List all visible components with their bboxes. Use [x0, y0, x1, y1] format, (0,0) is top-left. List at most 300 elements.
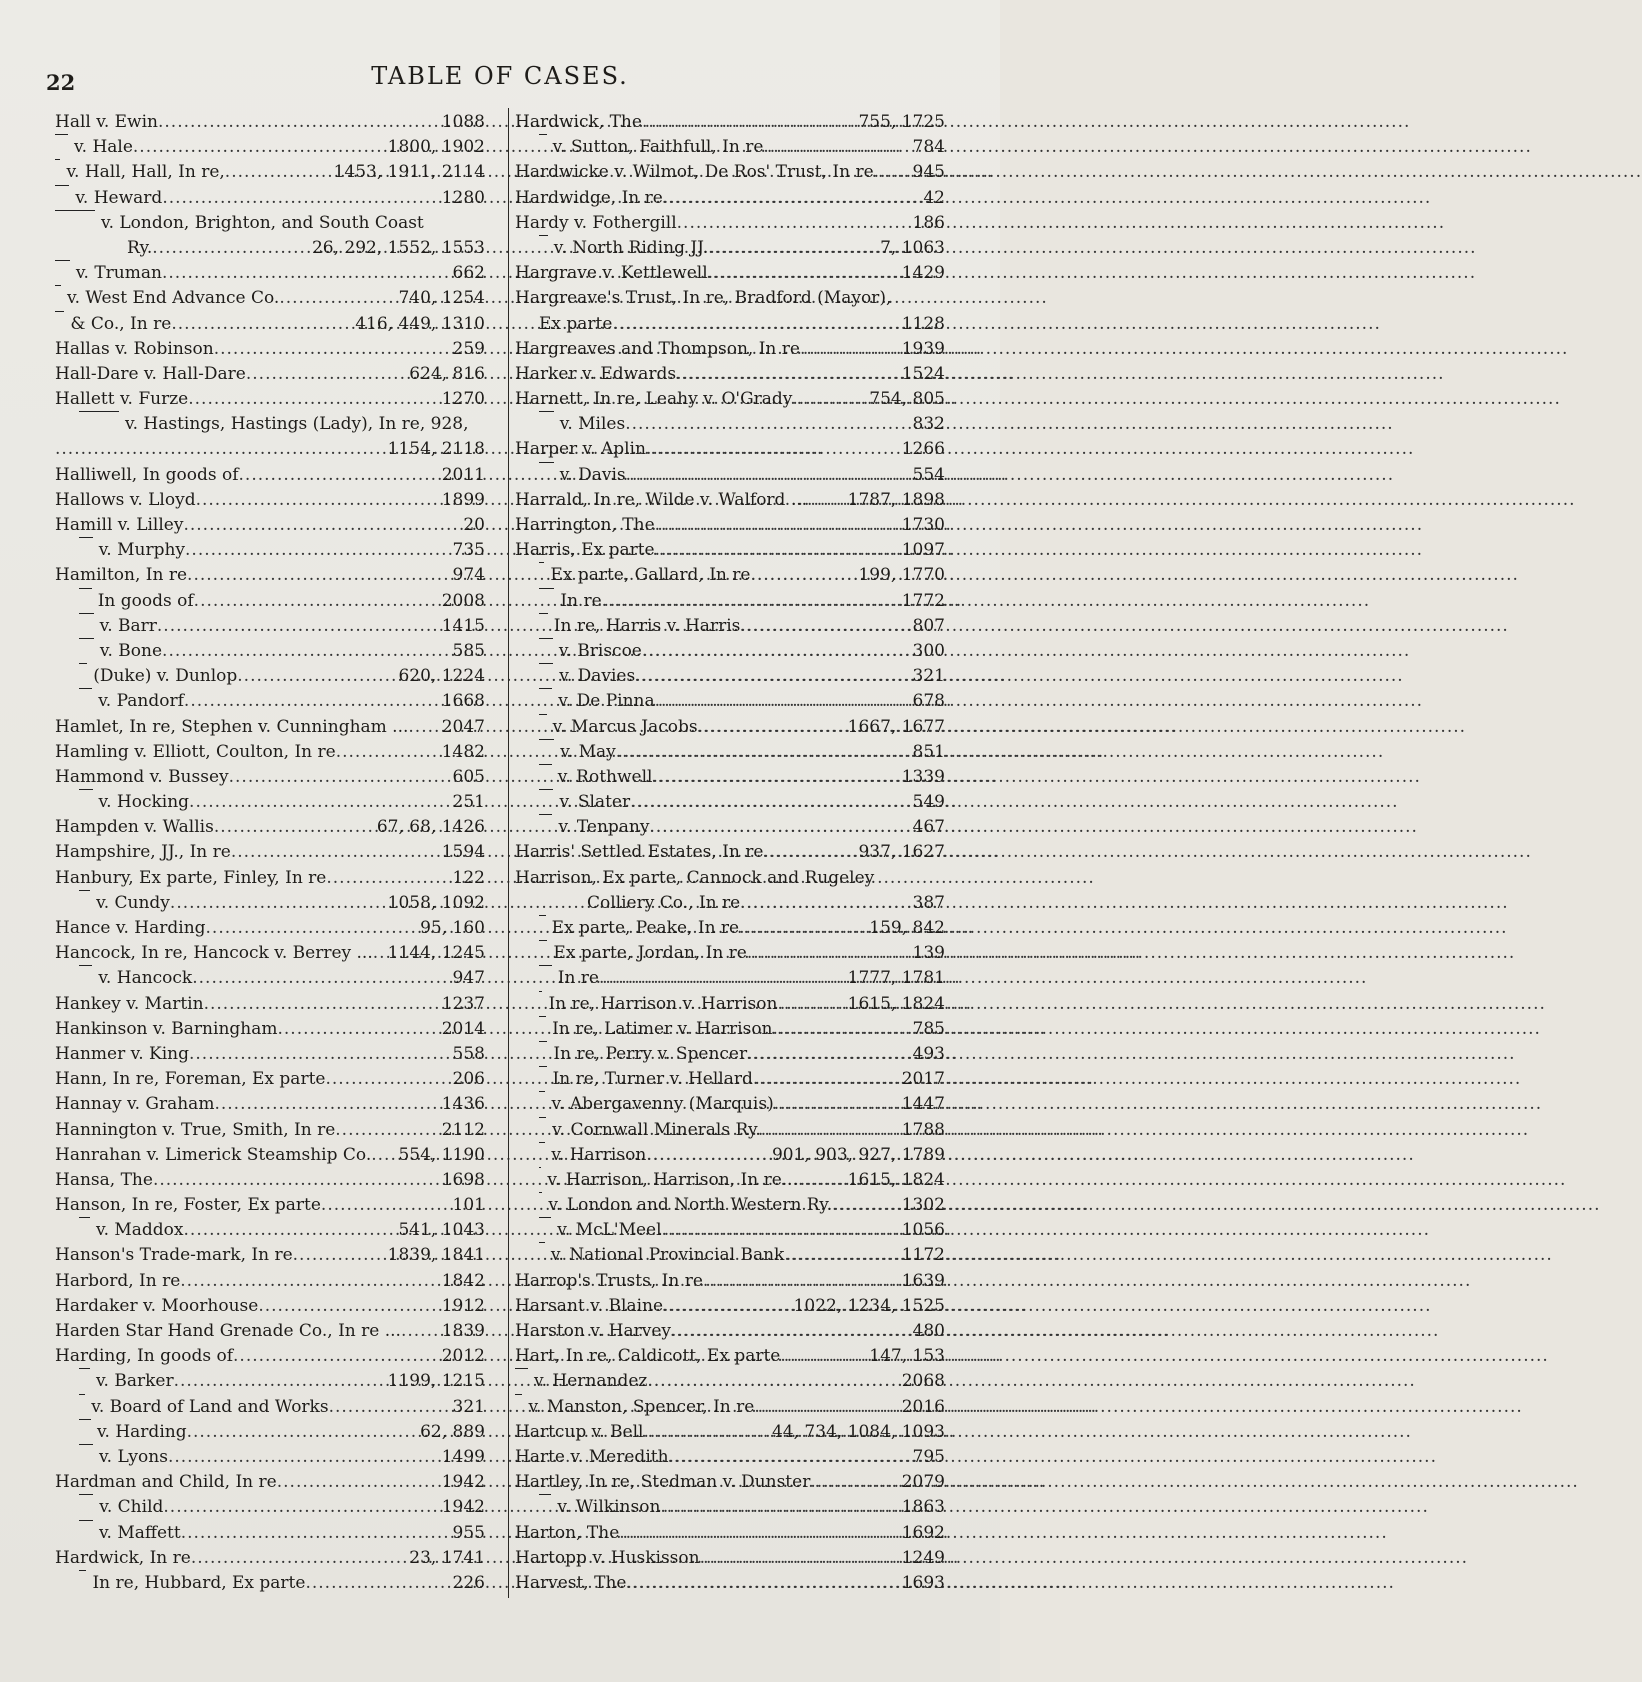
ditto-dash	[539, 1192, 542, 1217]
page-references: 206	[452, 1069, 485, 1090]
page-references: 62, 889	[420, 1421, 485, 1442]
dot-leader	[326, 866, 448, 891]
page-references: 1730	[901, 515, 945, 535]
page-references: 937, 1627	[858, 842, 945, 863]
index-entry	[55, 186, 485, 211]
page-references: 784	[912, 137, 945, 158]
dot-leader	[602, 589, 898, 614]
page-references: 785	[912, 1018, 945, 1039]
dot-leader	[630, 790, 908, 815]
dot-leader	[773, 1017, 909, 1042]
case-name: Hankinson v. Barningham	[55, 1018, 278, 1039]
case-name: Hartley, In re, Stedman v. Dunster	[515, 1472, 811, 1493]
case-name: Hamling v. Elliott, Coulton, In re	[55, 741, 336, 762]
index-entry	[55, 1092, 485, 1117]
dot-leader	[761, 1118, 898, 1143]
dot-leader	[229, 765, 449, 790]
index-entry	[55, 790, 485, 815]
index-entry	[515, 966, 945, 991]
ditto-dash	[55, 285, 61, 310]
index-entry	[515, 715, 945, 740]
page-references: 1429	[901, 263, 945, 284]
dot-leader	[753, 1067, 898, 1092]
case-name: In re, Hubbard, Ex parte	[92, 1572, 306, 1593]
case-name: Hansa, The	[55, 1169, 153, 1190]
case-name: Hargrave v. Kettlewell	[515, 263, 708, 284]
page-references: 416, 449, 1310	[355, 313, 485, 334]
dot-leader	[652, 765, 897, 790]
case-name: v. May	[560, 741, 616, 762]
index-entry	[55, 488, 485, 513]
case-name: Hardwidge, In re	[515, 187, 663, 208]
index-entry	[55, 463, 485, 488]
dot-leader	[184, 689, 438, 714]
case-name: Hamilton, In re	[55, 565, 188, 586]
index-entry	[55, 589, 485, 614]
dot-leader	[784, 1243, 897, 1268]
index-entry	[515, 1269, 945, 1294]
ditto-dash	[539, 1494, 551, 1519]
index-entry	[515, 412, 945, 437]
dot-leader	[214, 815, 373, 840]
case-name: v. Wilkinson	[557, 1497, 661, 1518]
index-entry	[515, 261, 945, 286]
page-references: 1787, 1898	[847, 489, 945, 510]
case-name: Hanmer v. King	[55, 1043, 189, 1064]
index-entry	[55, 261, 485, 286]
page-references: 1154, 2118	[387, 439, 485, 460]
dot-leader	[763, 840, 854, 865]
page-references: 1249	[901, 1547, 945, 1568]
index-entry	[515, 639, 945, 664]
case-name: Hardwick, The	[515, 112, 642, 132]
index-entry	[55, 1042, 485, 1067]
case-name: v. Lyons	[99, 1446, 168, 1467]
dot-leader	[747, 1042, 908, 1067]
index-entry	[515, 337, 945, 362]
case-name: v. Barr	[99, 615, 157, 636]
index-entry	[55, 866, 485, 891]
case-name: v. Briscoe	[558, 640, 642, 661]
ditto-dash	[539, 915, 546, 940]
case-name: Hampden v. Wallis	[55, 817, 214, 838]
dot-leader	[401, 1319, 438, 1344]
dot-leader	[188, 387, 437, 412]
index-entry	[55, 664, 485, 689]
ditto-dash	[55, 134, 68, 159]
page-references: 2079	[901, 1472, 945, 1493]
case-name: (Duke) v. Dunlop	[93, 666, 238, 687]
case-name: v. Bone	[99, 640, 163, 661]
case-name: Harding, In goods of	[55, 1346, 234, 1367]
case-name: Ex parte	[539, 313, 613, 334]
index-entry	[55, 966, 485, 991]
ditto-dash	[79, 1217, 90, 1242]
page-references: 1339	[901, 766, 945, 787]
case-name: In re, Harrison v. Harrison	[548, 993, 778, 1014]
dot-leader	[646, 1143, 768, 1168]
case-name: Hamlet, In re, Stephen v. Cunningham ...	[55, 716, 409, 737]
index-entry	[515, 689, 945, 714]
dot-leader	[708, 236, 876, 261]
page-references: 549	[912, 792, 945, 813]
ditto-dash	[539, 562, 544, 587]
dot-leader	[192, 966, 448, 991]
page-references: 321	[452, 1396, 485, 1417]
page-references: 755, 1725	[858, 112, 945, 132]
index-entry	[55, 538, 485, 563]
page-references: 1436	[441, 1094, 485, 1115]
case-name: v. Harding	[96, 1421, 187, 1442]
dot-leader	[152, 236, 308, 261]
index-entry	[515, 1344, 945, 1369]
dot-leader	[750, 563, 854, 588]
column-divider	[508, 108, 509, 1598]
case-name: Hardaker v. Moorhouse	[55, 1295, 259, 1316]
case-name: v. Tenpany	[558, 817, 650, 838]
case-name: Hann, In re, Foreman, Ex parte	[55, 1069, 326, 1090]
dot-leader	[626, 1571, 897, 1596]
dot-leader	[214, 337, 449, 362]
case-name: Halliwell, In goods of	[55, 464, 239, 485]
index-entry	[515, 664, 945, 689]
index-entry	[55, 362, 485, 387]
page-references: 1772	[901, 590, 945, 611]
index-entry	[55, 563, 485, 588]
dot-leader	[277, 1017, 437, 1042]
dot-leader	[671, 1319, 909, 1344]
ditto-dash	[55, 260, 70, 285]
dot-leader	[168, 1445, 438, 1470]
ditto-dash	[539, 638, 553, 663]
ditto-dash	[539, 1016, 546, 1041]
page-references: 1899	[441, 489, 485, 510]
index-entry	[515, 1445, 945, 1470]
index-entry	[55, 412, 485, 437]
dot-leader	[204, 992, 438, 1017]
index-entry	[515, 1571, 945, 1596]
ditto-dash	[79, 1570, 86, 1595]
page-references: 147, 153	[869, 1346, 945, 1367]
index-entry	[515, 1243, 945, 1268]
index-entry	[515, 211, 945, 236]
case-name: Hammond v. Bussey	[55, 766, 229, 787]
dot-leader	[625, 412, 908, 437]
ditto-dash	[79, 789, 93, 814]
index-entry	[515, 1395, 945, 1420]
page-references: 554	[912, 464, 945, 485]
index-entry	[55, 1344, 485, 1369]
case-name: Hannington v. True, Smith, In re	[55, 1119, 336, 1140]
dot-leader	[698, 715, 844, 740]
dot-leader	[677, 211, 909, 236]
index-entry	[55, 941, 485, 966]
index-entry	[55, 1571, 485, 1596]
dot-leader	[184, 1218, 395, 1243]
page-references: 955	[452, 1522, 485, 1543]
case-name: Harnett, In re, Leahy v. O'Grady	[515, 389, 793, 410]
case-name: Hanbury, Ex parte, Finley, In re	[55, 867, 327, 888]
case-name: Hallas v. Robinson	[55, 338, 214, 359]
page-references: 662	[452, 263, 485, 284]
dot-leader	[807, 488, 844, 513]
dot-leader	[163, 1495, 437, 1520]
ditto-dash	[539, 462, 554, 487]
page-references: 795	[912, 1446, 945, 1467]
case-name: Harden Star Hand Grenade Co., In re ...	[55, 1321, 401, 1341]
index-entry	[55, 1470, 485, 1495]
index-entry	[55, 1193, 485, 1218]
index-entry	[55, 337, 485, 362]
case-name: Hallett v. Furze	[55, 389, 189, 410]
index-entry	[515, 135, 945, 160]
index-entry	[515, 1218, 945, 1243]
dot-leader	[206, 916, 417, 941]
case-name: Hanson's Trade-mark, In re	[55, 1245, 293, 1266]
index-entry	[55, 1521, 485, 1546]
page-references: 1842	[441, 1270, 485, 1291]
dot-leader	[181, 1521, 449, 1546]
page-title: TABLE OF CASES.	[371, 62, 629, 90]
ditto-dash	[55, 210, 95, 235]
index-entry	[55, 639, 485, 664]
case-name: v. Murphy	[98, 540, 186, 561]
ditto-dash	[539, 134, 547, 159]
page-references: 1668	[441, 691, 485, 712]
dot-leader	[187, 1420, 417, 1445]
page-references: 1863	[901, 1497, 945, 1518]
index-entry	[515, 387, 945, 412]
index-entry	[55, 1294, 485, 1319]
case-name: Ex parte, Peake, In re	[551, 918, 740, 938]
case-name: v. Davis	[559, 464, 626, 485]
dot-leader	[277, 1470, 438, 1495]
ditto-dash	[515, 1394, 522, 1419]
dot-leader	[373, 941, 384, 966]
dot-leader	[800, 337, 898, 362]
index-entry	[55, 1143, 485, 1168]
index-entry	[55, 815, 485, 840]
page-references: 199, 1770	[858, 565, 945, 586]
ditto-dash	[79, 688, 92, 713]
index-entry	[515, 992, 945, 1017]
index-entry	[515, 160, 945, 185]
index-entry	[515, 362, 945, 387]
case-name: Harsant v. Blaine	[515, 1295, 664, 1316]
dot-leader	[763, 135, 908, 160]
case-name: Hanson, In re, Foster, Ex parte	[55, 1195, 321, 1216]
dot-leader	[619, 1521, 897, 1546]
dot-leader	[700, 1546, 898, 1571]
ditto-dash	[539, 613, 548, 638]
index-entry	[515, 815, 945, 840]
page-references: 1615, 1824	[847, 1169, 945, 1190]
case-name: v. Hastings, Hastings (Lady), In re, 928,	[125, 414, 469, 435]
page-references: 159, 842	[869, 918, 945, 938]
case-name: Hannay v. Graham	[55, 1094, 215, 1115]
case-name: Hartcup v. Bell	[515, 1421, 644, 1442]
case-name: v. Cundy	[96, 892, 170, 913]
index-entry	[515, 866, 945, 891]
page-references: 122	[452, 867, 485, 888]
dot-leader	[371, 1143, 394, 1168]
index-entry	[55, 1017, 485, 1042]
ditto-dash	[79, 1419, 91, 1444]
page-references: 1447	[901, 1094, 945, 1115]
case-name: v. North Riding JJ.	[553, 237, 709, 258]
page-references: 1692	[901, 1522, 945, 1543]
case-name: v. Maffett	[98, 1522, 181, 1543]
page-references: 947	[452, 968, 485, 989]
dot-leader	[189, 1042, 449, 1067]
index-entry	[55, 513, 485, 538]
index-entry	[515, 1118, 945, 1143]
ditto-dash	[539, 1242, 545, 1267]
dot-leader	[660, 1495, 897, 1520]
page-references: 2112	[441, 1119, 485, 1140]
ditto-dash	[79, 663, 87, 688]
case-name: Hanrahan v. Limerick Steamship Co.	[55, 1144, 372, 1165]
index-entry	[55, 916, 485, 941]
index-entry	[515, 1168, 945, 1193]
dot-leader	[55, 437, 384, 462]
dot-leader	[183, 513, 459, 538]
ditto-dash	[539, 965, 552, 990]
dot-leader	[162, 186, 437, 211]
page-references: 2047	[441, 716, 485, 737]
dot-leader	[669, 1445, 909, 1470]
ditto-dash	[539, 940, 547, 965]
page-references: 1499	[441, 1446, 485, 1467]
ditto-dash	[539, 991, 542, 1016]
case-name: v. Maddox	[95, 1220, 184, 1241]
index-entry	[515, 437, 945, 462]
page-references: 23, 1741	[409, 1547, 485, 1568]
ditto-dash	[539, 588, 554, 613]
case-name: v. Pandorf	[98, 691, 184, 712]
page-references: 1056	[901, 1220, 945, 1241]
index-entry	[55, 614, 485, 639]
case-name: In re, Perry v. Spencer	[553, 1043, 748, 1064]
dot-leader	[676, 362, 898, 387]
index-entry	[515, 614, 945, 639]
index-entry	[515, 538, 945, 563]
ditto-dash	[539, 1167, 541, 1192]
page-references: 620, 1224	[398, 666, 485, 687]
page-references: 139	[912, 943, 945, 964]
dot-leader	[335, 1118, 437, 1143]
page-references: 1022, 1234, 1525	[793, 1295, 945, 1316]
case-name: v. Board of Land and Works	[91, 1396, 329, 1417]
case-name: Ex parte, Gallard, In re	[550, 565, 751, 586]
page-references: 1698	[441, 1169, 485, 1190]
index-entry	[515, 1521, 945, 1546]
case-name: Harvest, The	[515, 1572, 627, 1593]
page-references: 1942	[441, 1497, 485, 1518]
index-entry	[515, 286, 945, 311]
dot-leader	[329, 1395, 449, 1420]
page-references: 624, 816	[409, 363, 485, 384]
dot-leader	[635, 664, 908, 689]
page-references: 251	[452, 792, 485, 813]
case-name: Harte v. Meredith	[515, 1446, 669, 1467]
case-name: v. Heward	[75, 187, 163, 208]
dot-leader	[810, 1470, 897, 1495]
index-entry	[55, 891, 485, 916]
dot-leader	[874, 160, 909, 185]
page-references: 678	[912, 691, 945, 712]
index-entry	[515, 916, 945, 941]
page-references: 186	[912, 212, 945, 233]
index-entry	[515, 1495, 945, 1520]
dot-leader	[153, 1168, 438, 1193]
right-column	[515, 110, 945, 1596]
index-entry	[515, 1143, 945, 1168]
page-references: 1839	[441, 1321, 485, 1341]
case-name: v. Hernandez	[534, 1371, 648, 1392]
dot-leader	[237, 664, 394, 689]
dot-leader	[739, 916, 865, 941]
dot-leader	[191, 1546, 405, 1571]
dot-leader	[321, 1193, 449, 1218]
page-references: 300	[912, 640, 945, 661]
dot-leader	[185, 538, 449, 563]
page-references: 7, 1063	[880, 237, 945, 258]
index-entry	[515, 1319, 945, 1344]
index-entry	[515, 1067, 945, 1092]
page-references: 467	[912, 817, 945, 838]
case-name: v. McL'Meel	[557, 1220, 662, 1241]
case-name: Ry.	[127, 237, 153, 258]
case-name: v. Davies	[559, 666, 636, 687]
case-name: v. Marcus Jacobs	[552, 716, 698, 737]
page-references: 1088	[441, 112, 485, 132]
dot-leader	[133, 135, 384, 160]
page-references: 1199, 1215	[387, 1371, 485, 1392]
index-entry	[515, 1042, 945, 1067]
ditto-dash	[539, 663, 553, 688]
case-name: Harston v. Harvey	[515, 1321, 671, 1341]
case-name: v. Truman	[75, 263, 162, 284]
ditto-dash	[79, 1368, 90, 1393]
dot-leader	[194, 589, 438, 614]
case-name: v. National Provincial Bank	[550, 1245, 785, 1266]
ditto-dash	[539, 814, 552, 839]
page-references: 1615, 1824	[847, 993, 945, 1014]
index-entry	[515, 1470, 945, 1495]
case-name: Hart, In re, Caldicott, Ex parte	[515, 1346, 781, 1367]
index-entry	[55, 840, 485, 865]
case-name: In re, Harris v. Harris	[553, 615, 741, 636]
case-name: v. Hale	[74, 137, 133, 158]
page-references: 1058, 1092	[387, 892, 485, 913]
ditto-dash	[79, 613, 94, 638]
ditto-dash	[539, 235, 548, 260]
case-name: Hardman and Child, In re	[55, 1472, 277, 1493]
index-entry	[55, 1420, 485, 1445]
page-references: 1667, 1677	[847, 716, 945, 737]
page-references: 1939	[901, 338, 945, 359]
dot-leader	[214, 1092, 437, 1117]
page-references: 2068	[901, 1371, 945, 1392]
ditto-dash	[79, 1520, 93, 1545]
page-references: 901, 903, 927, 1789	[771, 1144, 945, 1165]
dot-leader	[196, 488, 438, 513]
ditto-dash	[539, 1217, 551, 1242]
dot-leader	[780, 1344, 865, 1369]
ditto-dash	[539, 688, 552, 713]
index-entry	[55, 1269, 485, 1294]
